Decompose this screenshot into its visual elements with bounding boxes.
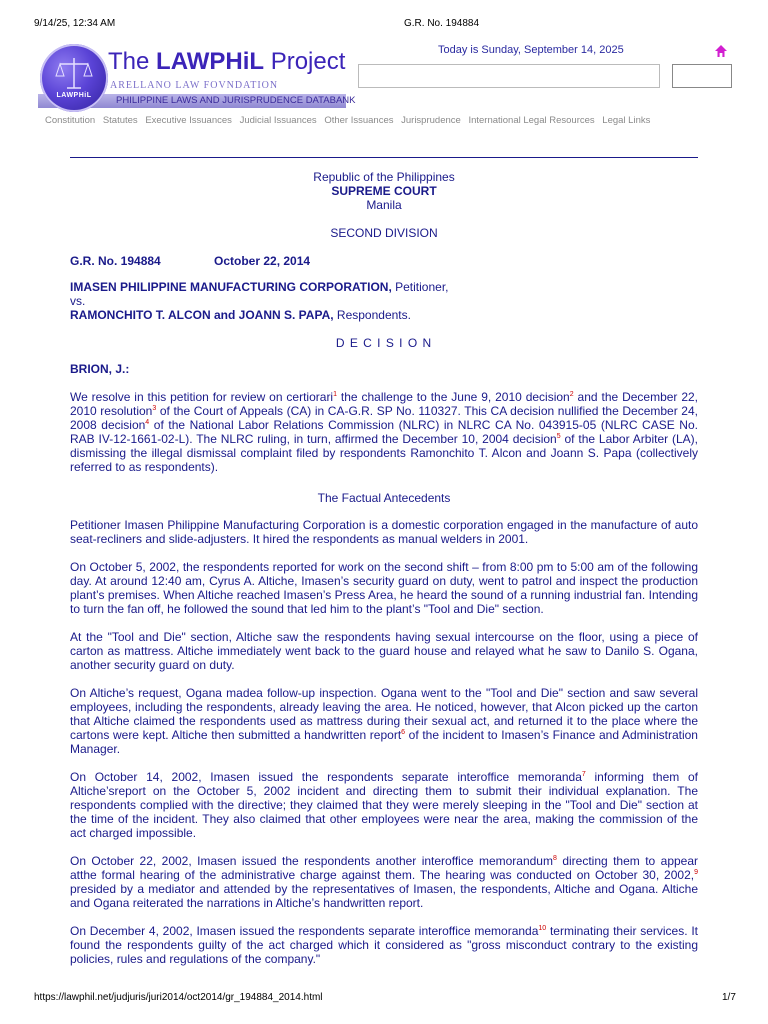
home-icon[interactable] [714, 44, 728, 58]
today-date: Today is Sunday, September 14, 2025 [438, 44, 624, 56]
site-logo[interactable] [36, 40, 356, 112]
footnote-10[interactable]: 10 [538, 925, 547, 932]
nav-jurisprudence[interactable]: Jurisprudence [401, 115, 461, 126]
court-heading [70, 170, 698, 212]
site-name-brand: LAWPHiL [156, 48, 265, 75]
nav-constitution[interactable]: Constitution [45, 115, 96, 126]
site-name-suffix: Project [264, 48, 346, 75]
nav-executive-issuances[interactable]: Executive Issuances [145, 115, 232, 126]
respondent-name: RAMONCHITO T. ALCON and JOANN S. PAPA, [70, 308, 334, 322]
case-number-line [70, 254, 698, 268]
p7-text-b: directing them to appear atthe formal hearing of the administrative charge against them. The hearing was conducted on October 30, 2002, [70, 854, 699, 882]
footnote-5[interactable]: 5 [556, 433, 561, 440]
paragraph-3: On October 5, 2002, the respondents reported for work on the second shift – from 8:00 pm to 5:00 am of the following day. At around 12:40 am, Cyrus A. Altiche, Imasen’s security guard on duty, went to patrol and inspect the production plant’s premises. When Altiche reached Imasen’s Press Area, he heard the sound of a running industrial fan. Intending to turn the fan off, he followed the sound that led him to the plant’s "Tool and Die" section. [70, 560, 698, 616]
footnote-9[interactable]: 9 [694, 869, 698, 876]
nav-judicial-issuances[interactable]: Judicial Issuances [239, 115, 317, 126]
search-input[interactable] [358, 64, 660, 88]
nav-other-issuances[interactable]: Other Issuances [324, 115, 394, 126]
gr-number: G.R. No. 194884 [70, 254, 161, 268]
paragraph-8 [70, 924, 698, 966]
ponente: BRION, J.: [70, 362, 130, 376]
nav-statutes[interactable]: Statutes [102, 115, 138, 126]
p7-text-a: On October 22, 2002, Imasen issued the respondents another interoffice memorandum [70, 854, 553, 868]
footnote-7[interactable]: 7 [581, 771, 586, 778]
p1-text-a: We resolve in this petition for review on certiorari [70, 390, 334, 404]
court-city: Manila [366, 198, 402, 212]
paragraph-2: Petitioner Imasen Philippine Manufacturing Corporation is a domestic corporation engaged in the manufacture of auto seat-recliners and slide-adjusters. It hired the respondents as manual welders in 2001. [70, 518, 698, 546]
respondent-role: Respondents. [333, 308, 411, 322]
scales-of-justice-icon [54, 54, 94, 94]
paragraph-1 [70, 390, 698, 474]
logo-tag: LAWPHiL [56, 92, 92, 99]
versus: vs. [70, 294, 86, 308]
footnote-8[interactable]: 8 [552, 855, 557, 862]
republic: Republic of the Philippines [313, 170, 455, 184]
p5-text-b: of the incident to Imasen’s Finance and Administration Manager. [70, 728, 698, 756]
paragraph-5 [70, 686, 698, 756]
section-heading: The Factual Antecedents [317, 491, 451, 505]
p7-text-c: presided by a mediator and attended by the representatives of Imasen, the respondents, Altiche and Ogana. Altiche and Ogana reiterated the narrations in Altiche’s handwritten report. [70, 882, 698, 910]
division: SECOND DIVISION [330, 226, 438, 240]
p1-text-d: of the Court of Appeals (CA) in CA-G.R. SP No. 110327. This CA decision nullified the December 24, 2008 decision [70, 404, 698, 432]
p1-text-b: the challenge to the June 9, 2010 decision [337, 390, 570, 404]
nav-international-legal-resources[interactable]: International Legal Resources [468, 115, 595, 126]
footnote-6[interactable]: 6 [401, 729, 406, 736]
site-name [108, 48, 345, 76]
print-url: https://lawphil.net/judjuris/juri2014/oct2014/gr_194884_2014.html [34, 992, 323, 1003]
respondent-line [70, 308, 698, 322]
footnote-1[interactable]: 1 [333, 391, 338, 398]
logo-emblem [40, 44, 108, 112]
paragraph-4: At the "Tool and Die" section, Altiche saw the respondents having sexual intercourse on the floor, using a piece of carton as mattress. Altiche immediately went back to the guard house and relayed what he saw to Danilo S. Ogana, another security guard on duty. [70, 630, 698, 672]
p1-text-f: of the Labor Arbiter (LA), dismissing the illegal dismissal complaint filed by respondents Ramonchito T. Alcon and Joann S. Papa (collectively referred to as respondents). [70, 432, 698, 474]
header-divider [70, 157, 698, 158]
site-name-prefix: The [108, 48, 157, 75]
court-name: SUPREME COURT [331, 184, 437, 198]
p1-text-c: and the December 22, 2010 resolution [70, 390, 699, 418]
petitioner-name: IMASEN PHILIPPINE MANUFACTURING CORPORATION, [70, 280, 392, 294]
paragraph-6 [70, 770, 698, 840]
p6-text-b: informing them of Altiche’sreport on the October 5, 2002 incident and directing them to submit their individual explanation. The respondents complied with the directive; they claimed that they were merely sleeping in the "Tool and Die" section at the time of the incident. They also claimed that other employees were near the area, making the commission of the act charged impossible. [70, 770, 698, 840]
foundation-name: ARELLANO LAW FOVNDATION [110, 80, 279, 91]
search-button[interactable] [672, 64, 732, 88]
footnote-3[interactable]: 3 [152, 405, 157, 412]
print-datetime: 9/14/25, 12:34 AM [34, 18, 116, 29]
p6-text-a: On October 14, 2002, Imasen issued the respondents separate interoffice memoranda [70, 770, 582, 784]
p1-text-e: of the National Labor Relations Commission (NLRC) in NLRC CA No. 043915-05 (NLRC CASE No. RAB IV-12-1661-02-L). The NLRC ruling, in turn, affirmed the December 10, 2004 decision [70, 418, 698, 446]
paragraph-7 [70, 854, 698, 910]
parties [70, 280, 698, 322]
decision-date: October 22, 2014 [214, 254, 311, 268]
top-nav [45, 115, 655, 126]
p8-text-b: terminating their services. It found the respondents guilty of the act charged which it considered as "gross misconduct contrary to the existing policies, rules and regulations of the company." [70, 924, 698, 966]
footnote-2[interactable]: 2 [569, 391, 574, 398]
decision-heading: D E C I S I O N [335, 336, 433, 350]
nav-legal-links[interactable]: Legal Links [602, 115, 651, 126]
p8-text-a: On December 4, 2002, Imasen issued the respondents separate interoffice memoranda [70, 924, 539, 938]
print-title: G.R. No. 194884 [404, 18, 480, 29]
print-page-number: 1/7 [722, 992, 736, 1003]
p5-text-a: On Altiche’s request, Ogana madea follow-up inspection. Ogana went to the "Tool and Die" section and saw several employees, including the respondents, already leaving the area. He noticed, however, that Alcon picked up the carton that Altiche claimed the respondents used as mattress during their sexual act, and returned it to the place where the cartons were kept. Altiche then submitted a handwritten report [70, 686, 698, 742]
petitioner-role: Petitioner, [391, 280, 449, 294]
site-tagline: PHILIPPINE LAWS AND JURISPRUDENCE DATABANK [116, 95, 356, 106]
petitioner-line [70, 280, 698, 294]
footnote-4[interactable]: 4 [145, 419, 150, 426]
